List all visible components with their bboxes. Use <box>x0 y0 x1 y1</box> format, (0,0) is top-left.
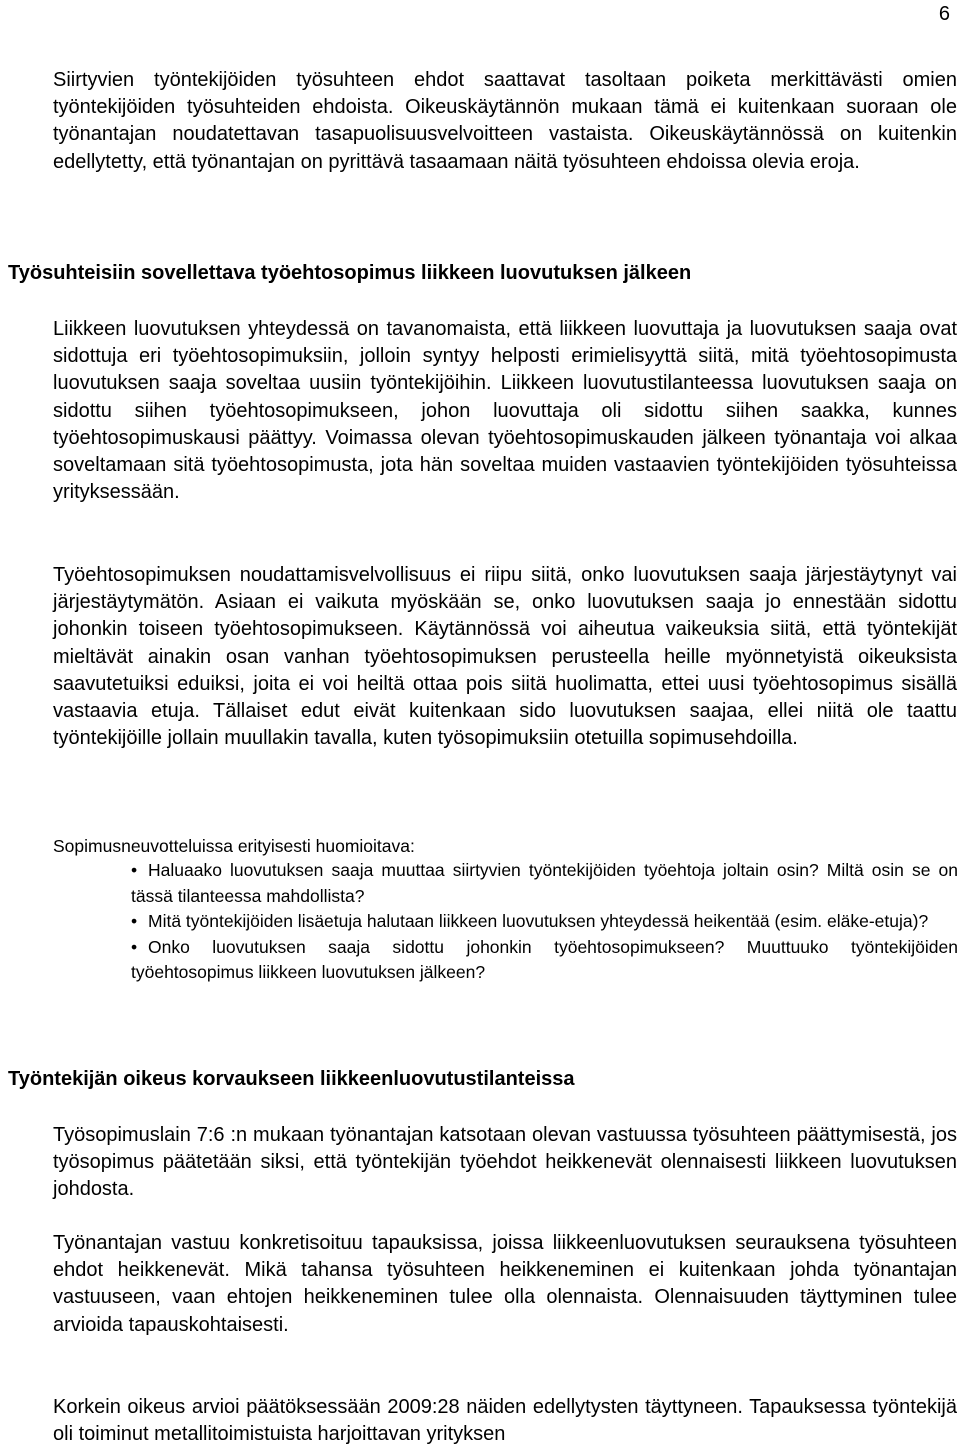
heading-collective-agreement: Työsuhteisiin sovellettava työehtosopimus liikkeen luovutuksen jälkeen <box>8 262 692 284</box>
paragraph-employment-act: Työsopimuslain 7:6 :n mukaan työnantajan katsotaan olevan vastuussa työsuhteen päättymisestä, jos työsopimus päätetään siksi, että työntekijän työehdot heikkenevät olennaisesti liikkeen luovutuksen johdosta. <box>53 1124 957 1201</box>
bullet-icon: • <box>131 911 138 931</box>
page-number: 6 <box>938 3 950 25</box>
bullet-icon: • <box>131 860 138 880</box>
bullet-icon: • <box>131 936 138 957</box>
paragraph-employer-liability: Työnantajan vastuu konkretisoituu tapauksissa, joissa liikkeenluovutuksen seurauksena työsuhteen ehdot heikkenevät. Mikä tahansa työsuhteen heikkeneminen ei kuitenkaan johda työnantajan vastuuseen, vaan ehtojen heikkeneminen tulee olla olennaista. Olennaisuuden täyttyminen tulee arvioida tapauskohtaisesti. <box>53 1232 957 1336</box>
paragraph-agreement-binding: Liikkeen luovutuksen yhteydessä on tavanomaista, että liikkeen luovuttaja ja luovutuksen saaja ovat sidottuja eri työehtosopimuksiin, jolloin syntyy helposti erimielisyyttä siitä, mitä työehtosopimusta luovutuksen saaja soveltaa uusiin työntekijöihin. Liikkeen luovutustilanteessa luovutuksen saaja on sidottu siihen työehtosopimukseen, johon luovuttaja oli sidottu siihen saakka, kunnes työehtosopimuskausi päättyy. Voimassa olevan työehtosopimuskauden jälkeen työnantaja voi alkaa soveltamaan sitä työehtosopimusta, jota hän soveltaa muiden vastaavien työntekijöiden työsuhteissa yrityksessään. <box>53 318 957 504</box>
negotiation-bullet-list <box>131 858 958 986</box>
list-item-text: Mitä työntekijöiden lisäetuja halutaan liikkeen luovutuksen yhteydessä heikentää (esim. eläke-etuja)? <box>148 911 929 931</box>
list-item <box>131 935 958 986</box>
list-item <box>131 909 958 935</box>
list-item <box>131 858 958 909</box>
list-item-text: Onko luovutuksen saaja sidottu johonkin työehtosopimukseen? Muuttuuko työntekijöiden työehtosopimus liikkeen luovutuksen jälkeen? <box>131 936 958 982</box>
paragraph-supreme-court: Korkein oikeus arvioi päätöksessään 2009:28 näiden edellytysten täyttyneen. Tapauksessa työntekijä oli toiminut metallitoimistuista harjoittavan yrityksen <box>53 1396 957 1446</box>
list-item-text: Haluaako luovutuksen saaja muuttaa siirtyvien työntekijöiden työehtoja joltain osin? Miltä osin se on tässä tilanteessa mahdollista? <box>131 860 958 906</box>
paragraph-agreement-obligation: Työehtosopimuksen noudattamisvelvollisuus ei riipu siitä, onko luovutuksen saaja järjestäytynyt vai järjestäytymätön. Asiaan ei vaikuta myöskään se, onko luovutuksen saaja jo ennestään sidottu johonkin toiseen työehtosopimukseen. Käytännössä voi aiheutua vaikeuksia siitä, että työntekijät mieltävät ainakin osan vanhan työehtosopimuksen perusteella heille myönnetyistä oikeuksista saavutetuiksi eduiksi, joita ei voi heiltä ottaa pois siitä huolimatta, ettei uusi työehtosopimus sisällä vastaavia etuja. Tällaiset edut eivät kuitenkaan sido luovutuksen saajaa, ellei niitä ole taattu työntekijöille jollain muullakin tavalla, kuten työsopimuksiin otetuilla sopimusehdoilla. <box>53 564 957 750</box>
negotiation-list-title: Sopimusneuvotteluissa erityisesti huomioitava: <box>53 836 415 856</box>
heading-compensation: Työntekijän oikeus korvaukseen liikkeenluovutustilanteissa <box>8 1068 575 1090</box>
paragraph-transfer-terms: Siirtyvien työntekijöiden työsuhteen ehdot saattavat tasoltaan poiketa merkittävästi omien työntekijöiden työsuhteiden ehdoista. Oikeuskäytännön mukaan tämä ei kuitenkaan suoraan ole työnantajan noudatettavan tasapuolisuusvelvoitteen vastaista. Oikeuskäytännössä on kuitenkin edellytetty, että työnantajan on pyrittävä tasaamaan näitä työsuhteen ehdoissa olevia eroja. <box>53 69 957 173</box>
